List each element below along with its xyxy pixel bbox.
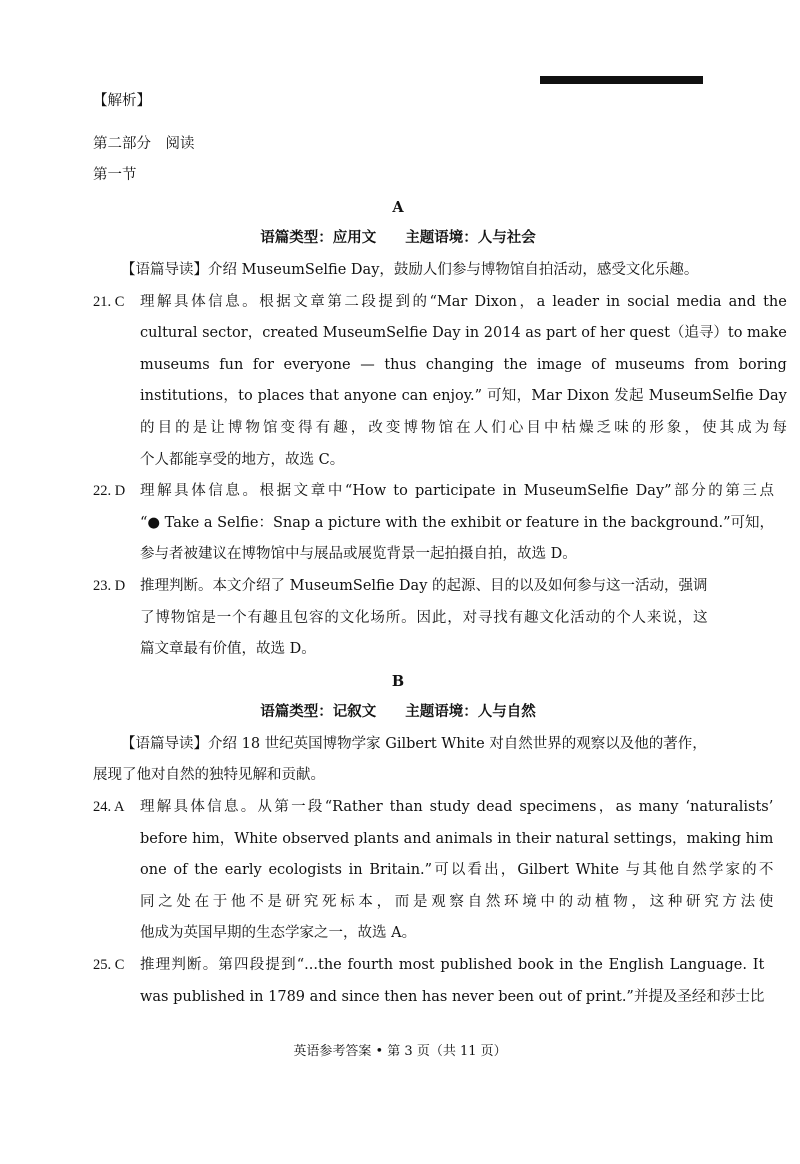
explanation-line: 理解具体信息。根据文章第二段提到的“Mar Dixon，a leader in social media and the [140,293,787,310]
answer-item [93,287,787,477]
analysis-heading: 【解析】 [93,93,151,109]
explanation-line: 理解具体信息。从第一段“Rather than study dead specimens，as many ‘naturalists’ [140,799,774,816]
explanation-line: 的目的是让博物馆变得有趣，改变博物馆在人们心目中枯燥乏味的形象，使其成为每 [140,419,787,436]
explanation-line: 参与者被建议在博物馆中与展品或展览背景一起拍摄自拍，故选 D。 [140,546,577,563]
answer-item [93,476,775,571]
explanation-line: 理解具体信息。根据文章中“How to participate in MuseumSelfie Day”部分的第三点 [140,483,775,500]
answer-explanation [140,476,774,571]
answer-number: 21. C [93,293,125,310]
explanation-line: before him，White observed plants and animals in their natural settings，making him [140,830,774,847]
answer-explanation [140,792,773,950]
page-footer: 英语参考答案 • 第 3 页（共 11 页） [293,1044,507,1059]
explanation-line: museums fun for everyone — thus changing the image of museums from boring [140,356,787,373]
answer-item [93,792,774,950]
explanation-line: “● Take a Selfie：Snap a picture with the exhibit or feature in the background.”可知， [140,514,775,531]
passage-intro-line: 【语篇导读】介绍 18 世纪英国博物学家 Gilbert White 对自然世界的观察以及他的著作， [121,735,707,752]
answer-item [93,571,708,666]
answer-number: 24. A [93,799,125,816]
passage-type-line: 语篇类型：记叙文 主题语境：人与自然 [260,704,536,721]
explanation-line: 同之处在于他不是研究死标本，而是观察自然环境中的动植物，这种研究方法使 [140,893,774,910]
passage-type-line: 语篇类型：应用文 主题语境：人与社会 [260,230,536,247]
part-title: 第二部分 阅读 [93,135,195,152]
answer-item [93,950,765,1013]
passage-letter: B [391,672,405,690]
explanation-line: 推理判断。本文介绍了 MuseumSelfie Day 的起源、目的以及如何参与这一活动，强调 [140,577,708,594]
explanation-line: 他成为英国早期的生态学家之一，故选 A。 [140,925,417,942]
answer-explanation [140,287,787,477]
section-title: 第一节 [93,167,137,184]
answer-number: 23. D [93,577,126,594]
explanation-line: 了博物馆是一个有趣且包容的文化场所。因此，对寻找有趣文化活动的个人来说，这 [140,609,708,626]
explanation-line: one of the early ecologists in Britain.”可以看出，Gilbert White 与其他自然学家的不 [140,862,774,879]
explanation-line: 篇文章最有价值，故选 D。 [140,641,316,658]
explanation-line: institutions，to places that anyone can enjoy.” 可知，Mar Dixon 发起 MuseumSelfie Day [140,388,787,405]
explanation-line: was published in 1789 and since then has never been out of print.”并提及圣经和莎士比 [140,988,765,1005]
passage-intro-line: 展现了他对自然的独特见解和贡献。 [93,767,325,784]
document-body [93,86,787,1013]
explanation-line: 个人都能享受的地方，故选 C。 [140,451,345,468]
answer-number: 22. D [93,483,126,500]
header-bar [540,76,703,84]
answer-explanation [140,950,764,1013]
answer-number: 25. C [93,957,125,974]
explanation-line: 推理判断。第四段提到“...the fourth most published book in the English Language. It [140,957,765,974]
explanation-line: cultural sector，created MuseumSelfie Day in 2014 as part of her quest（追寻）to make [140,325,787,342]
answer-explanation [140,571,708,666]
passage-intro-line: 【语篇导读】介绍 MuseumSelfie Day，鼓励人们参与博物馆自拍活动，感受文化乐趣。 [121,261,699,278]
passage-letter: A [392,198,404,216]
